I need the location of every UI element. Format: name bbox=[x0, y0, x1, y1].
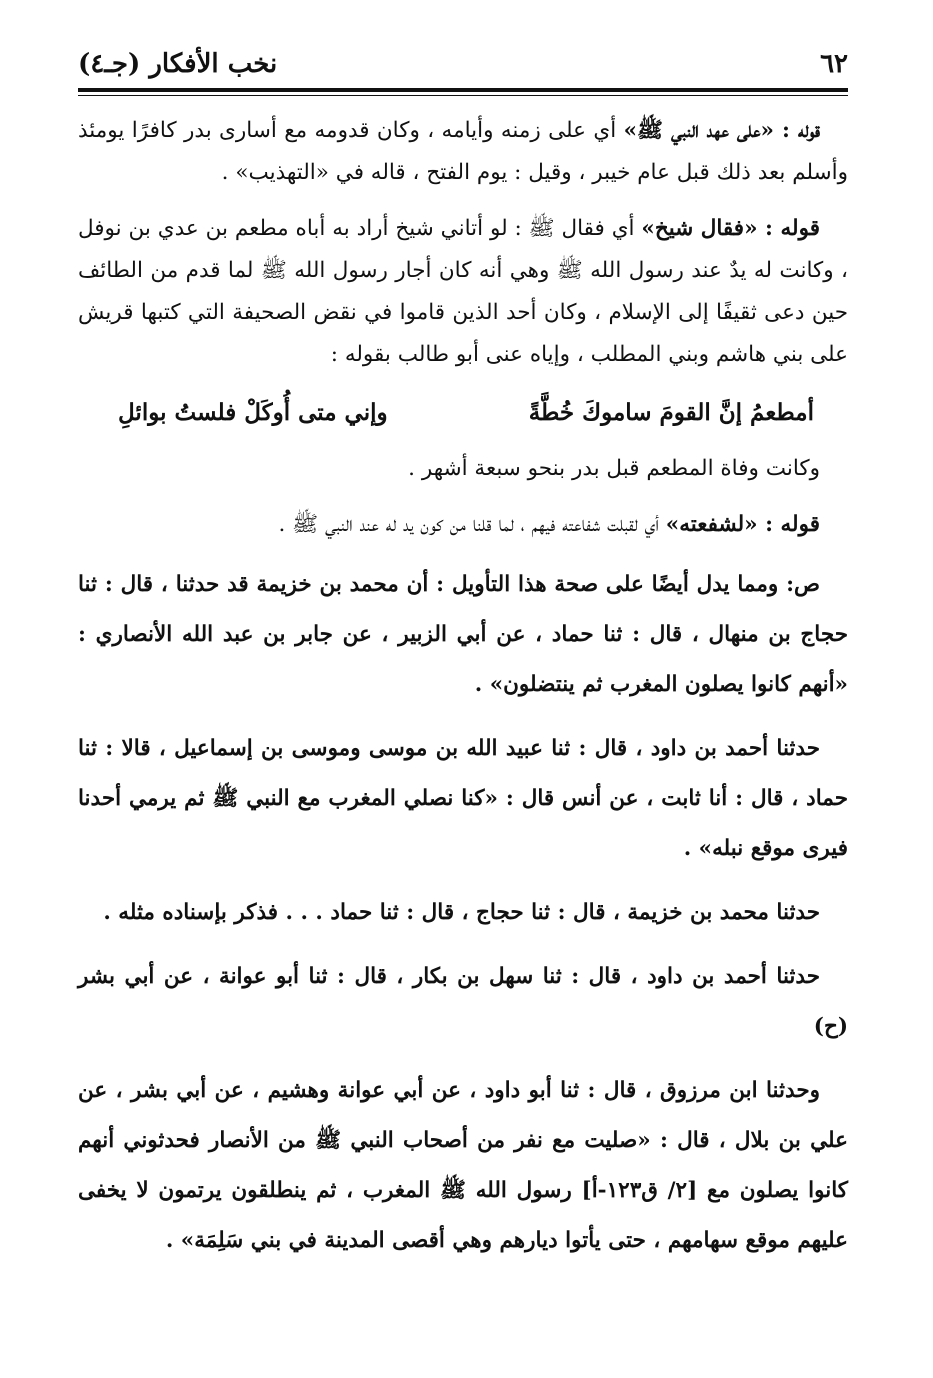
header-rule-thin bbox=[78, 95, 848, 96]
after-poem-line: وكانت وفاة المطعم قبل بدر بنحو سبعة أشهر . bbox=[408, 456, 820, 481]
page-number: ٦٢ bbox=[820, 49, 848, 79]
commentary-text: أي فقال ﷺ : لو أتاني شيخ أراد به أباه مطعم بن عدي بن نوفل ، وكانت له يدٌ عند رسول الله ﷺ وهي أنه كان أجار رسول الله ﷺ لما قدم من الطائف حين دعى ثقيفًا إلى الإسلام ، وكان أحد الذين قاموا في نقض الصحيفة التي كتبها قريش على بني هاشم وبني المطلب ، وإياه عنى أبو طالب بقوله : bbox=[78, 216, 848, 367]
poem-verse bbox=[78, 390, 848, 436]
book-title: نخب الأفكار (جـ٤) bbox=[78, 49, 278, 79]
page-header bbox=[78, 44, 848, 84]
hadith-paragraph: حدثنا أحمد بن داود ، قال : ثنا عبيد الله بن موسى وموسى بن إسماعيل ، قالا : ثنا حماد ، قال : أنا ثابت ، عن أنس قال : «كنا نصلي المغرب مع النبي ﷺ ثم يرمي أحدنا فيرى موقع نبله» . bbox=[78, 736, 848, 861]
header-rule-thick bbox=[78, 88, 848, 92]
commentary-label: قوله : «على عهد النبي ﷺ» bbox=[623, 118, 820, 143]
commentary-text: أي على زمنه وأيامه ، وكان قدومه مع أسارى بدر كافرًا يومئذ وأسلم بعد ذلك قبل عام خيبر ، وقيل : يوم الفتح ، قاله في «التهذيب» . bbox=[78, 118, 848, 185]
page-body bbox=[78, 110, 848, 1280]
poem-right-hemistich: أمطعمُ إنَّ القومَ ساموكَ خُطَّةً bbox=[528, 399, 814, 426]
commentary-text: أي لقبلت شفاعته فيهم ، لما قلنا من كون يد له عند النبي ﷺ . bbox=[278, 512, 666, 537]
hadith-paragraph: حدثنا محمد بن خزيمة ، قال : ثنا حجاج ، قال : ثنا حماد . . . فذكر بإسناده مثله . bbox=[103, 900, 820, 925]
hadith-paragraph: وحدثنا ابن مرزوق ، قال : ثنا أبو داود ، عن أبي عوانة وهشيم ، عن أبي بشر ، عن علي بن بلال ، قال : «صليت مع نفر من أصحاب النبي ﷺ من الأنصار فحدثوني أنهم كانوا يصلون مع [٢/ ق١٢٣-أ] رسول الله ﷺ المغرب ، ثم ينطلقون يرتمون لا يخفى عليهم موقع سهامهم ، حتى يأتوا ديارهم وهي أقصى المدينة في بني سَلِمَة» . bbox=[78, 1078, 848, 1253]
hadith-paragraph: ص: ومما يدل أيضًا على صحة هذا التأويل : أن محمد بن خزيمة قد حدثنا ، قال : ثنا حجاج بن منهال ، قال : ثنا حماد ، عن أبي الزبير ، عن جابر بن عبد الله الأنصاري : «أنهم كانوا يصلون المغرب ثم ينتضلون» . bbox=[78, 572, 848, 697]
commentary-paragraph bbox=[78, 504, 848, 546]
commentary-paragraph bbox=[78, 110, 848, 194]
hadith-paragraph: حدثنا أحمد بن داود ، قال : ثنا سهل بن بكار ، قال : ثنا أبو عوانة ، عن أبي بشر (ح) bbox=[78, 964, 848, 1039]
commentary-label: قوله : «فقال شيخ» bbox=[641, 216, 820, 241]
commentary-label: قوله : «لشفعته» bbox=[665, 512, 820, 537]
commentary-paragraph bbox=[78, 208, 848, 376]
poem-left-hemistich: وإني متى أُوكَلْ فلستُ بوائلِ bbox=[118, 399, 388, 426]
